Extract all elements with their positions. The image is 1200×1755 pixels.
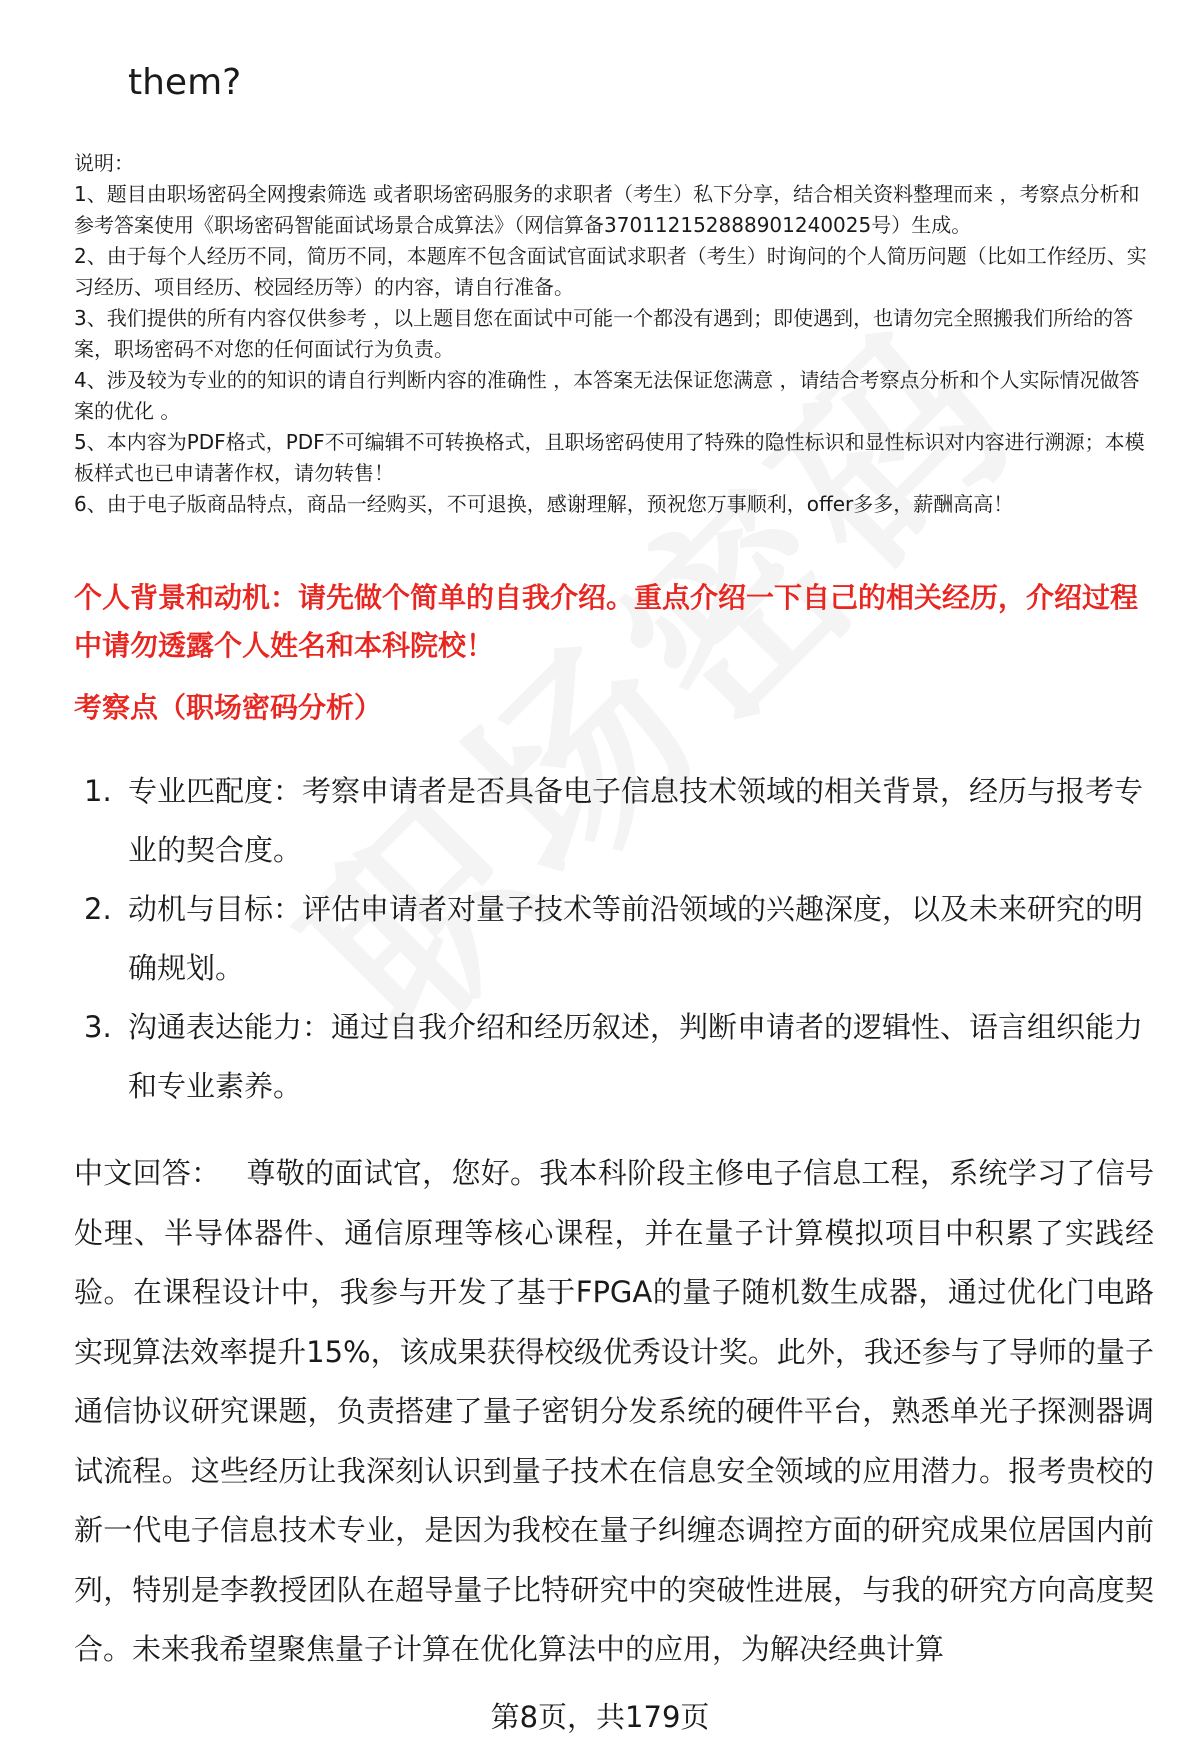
note-item: 3、我们提供的所有内容仅供参考 ，以上题目您在面试中可能一个都没有遇到；即使遇到，也请勿完全照搬我们所给的答案，职场密码不对您的任何面试行为负责。 bbox=[74, 306, 1134, 361]
answer-label: 中文回答： bbox=[74, 1156, 221, 1190]
point-number: 3. bbox=[84, 1010, 112, 1044]
point-number: 1. bbox=[84, 774, 112, 808]
point-number: 2. bbox=[84, 892, 112, 926]
note-item: 5、本内容为PDF格式，PDF不可编辑不可转换格式，且职场密码使用了特殊的隐性标识和显性标识对内容进行溯源；本模板样式也已申请著作权，请勿转售！ bbox=[74, 430, 1145, 485]
point-text: 沟通表达能力：通过自我介绍和经历叙述，判断申请者的逻辑性、语言组织能力和专业素养。 bbox=[128, 1010, 1144, 1103]
assessment-points-list bbox=[74, 762, 1154, 1116]
answer-text: 尊敬的面试官，您好。我本科阶段主修电子信息工程，系统学习了信号处理、半导体器件、通信原理等核心课程，并在量子计算模拟项目中积累了实践经验。在课程设计中，我参与开发了基于FPGA的量子随机数生成器，通过优化门电路实现算法效率提升15%，该成果获得校级优秀设计奖。此外，我还参与了导师的量子通信协议研究课题，负责搭建了量子密钥分发系统的硬件平台，熟悉单光子探测器调试流程。这些经历让我深刻认识到量子技术在信息安全领域的应用潜力。报考贵校的新一代电子信息技术专业，是因为我校在量子纠缠态调控方面的研究成果位居国内前列，特别是李教授团队在超导量子比特研究中的突破性进展，与我的研究方向高度契合。未来我希望聚焦量子计算在优化算法中的应用，为解决经典计算 bbox=[74, 1156, 1154, 1666]
point-text: 动机与目标：评估申请者对量子技术等前沿领域的兴趣深度，以及未来研究的明确规划。 bbox=[128, 892, 1144, 985]
assessment-point bbox=[74, 998, 1154, 1116]
disclaimer-notes bbox=[74, 148, 1154, 520]
assessment-point bbox=[74, 880, 1154, 998]
note-item: 1、题目由职场密码全网搜索筛选 或者职场密码服务的求职者（考生）私下分享，结合相关资料整理而来 ，考察点分析和参考答案使用《职场密码智能面试场景合成算法》（网信算备370112152888901240025号）生成。 bbox=[74, 182, 1140, 237]
interview-question: 个人背景和动机：请先做个简单的自我介绍。重点介绍一下自己的相关经历，介绍过程中请勿透露个人姓名和本科院校！ bbox=[74, 581, 1139, 662]
notes-title: 说明： bbox=[74, 151, 134, 175]
note-item: 2、由于每个人经历不同，简历不同，本题库不包含面试官面试求职者（考生）时询问的个人简历问题（比如工作经历、实习经历、项目经历、校园经历等）的内容，请自行准备。 bbox=[74, 244, 1147, 299]
assessment-heading: 考察点（职场密码分析） bbox=[74, 691, 383, 724]
page-footer: 第8页，共179页 bbox=[490, 1700, 710, 1734]
note-item: 4、涉及较为专业的的知识的请自行判断内容的准确性 ，本答案无法保证您满意 ，请结合考察点分析和个人实际情况做答案的优化 。 bbox=[74, 368, 1140, 423]
previous-page-fragment: them? bbox=[128, 62, 242, 103]
assessment-point bbox=[74, 762, 1154, 880]
note-item: 6、由于电子版商品特点，商品一经购买，不可退换，感谢理解，预祝您万事顺利，offer多多，薪酬高高！ bbox=[74, 492, 1014, 516]
point-text: 专业匹配度：考察申请者是否具备电子信息技术领域的相关背景，经历与报考专业的契合度。 bbox=[128, 774, 1144, 867]
answer-paragraph bbox=[74, 1144, 1154, 1680]
